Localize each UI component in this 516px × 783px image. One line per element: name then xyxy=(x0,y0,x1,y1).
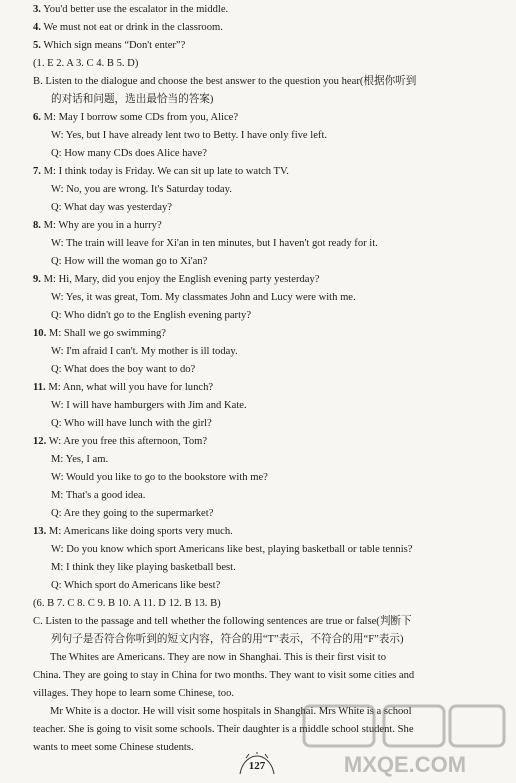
text-line: 5. Which sign means “Don't enter”? xyxy=(33,40,186,51)
dialogue-line: M: Yes, I am. xyxy=(51,454,109,465)
answer-key: (1. E 2. A 3. C 4. B 5. D) xyxy=(33,58,139,69)
watermark-logo xyxy=(300,700,510,780)
dialogue-line: Q: Who will have lunch with the girl? xyxy=(51,418,212,429)
section-heading-cont: 的对话和问题，选出最恰当的答案) xyxy=(51,94,214,105)
dialogue-line: Q: How many CDs does Alice have? xyxy=(51,148,207,159)
dialogue-line: Q: What does the boy want to do? xyxy=(51,364,196,375)
question-line: 12. W: Are you free this afternoon, Tom? xyxy=(33,436,208,447)
dialogue-line: M: I think they like playing basketball best. xyxy=(51,562,236,573)
question-line: 11. M: Ann, what will you have for lunch? xyxy=(33,382,214,393)
dialogue-line: W: Yes, but I have already lent two to Betty. I have only five left. xyxy=(51,130,328,141)
dialogue-line: Q: How will the woman go to Xi'an? xyxy=(51,256,208,267)
passage-line: China. They are going to stay in China for two months. They want to visit some cities and xyxy=(33,670,415,681)
section-heading: C. Listen to the passage and tell whether the following sentences are true or false(判断下 xyxy=(33,616,412,627)
dialogue-line: Q: What day was yesterday? xyxy=(51,202,173,213)
dialogue-line: Q: Which sport do Americans like best? xyxy=(51,580,221,591)
dialogue-line: W: Would you like to go to the bookstore with me? xyxy=(51,472,268,483)
passage-line: The Whites are Americans. They are now in Shanghai. This is their first visit to xyxy=(50,652,386,663)
text-line: 4. We must not eat or drink in the classroom. xyxy=(33,22,223,33)
passage-line: villages. They hope to learn some Chinese, too. xyxy=(33,688,235,699)
answer-key: (6. B 7. C 8. C 9. B 10. A 11. D 12. B 13. B) xyxy=(33,598,221,609)
question-line: 13. M: Americans like doing sports very much. xyxy=(33,526,233,537)
section-heading: B. Listen to the dialogue and choose the best answer to the question you hear(根据你听到 xyxy=(33,76,417,87)
text-line: 3. You'd better use the escalator in the middle. xyxy=(33,4,229,15)
dialogue-line: Q: Are they going to the supermarket? xyxy=(51,508,214,519)
question-line: 6. M: May I borrow some CDs from you, Alice? xyxy=(33,112,239,123)
question-line: 8. M: Why are you in a hurry? xyxy=(33,220,162,231)
section-heading-cont: 列句子是否符合你听到的短文内容，符合的用“T”表示，不符合的用“F”表示) xyxy=(51,634,404,645)
question-line: 10. M: Shall we go swimming? xyxy=(33,328,167,339)
dialogue-line: Q: Who didn't go to the English evening party? xyxy=(51,310,252,321)
dialogue-line: W: No, you are wrong. It's Saturday today. xyxy=(51,184,232,195)
dialogue-line: W: Do you know which sport Americans like best, playing basketball or table tennis? xyxy=(51,544,413,555)
dialogue-line: W: I'm afraid I can't. My mother is ill today. xyxy=(51,346,238,357)
page-number: 127 xyxy=(248,760,266,772)
question-line: 7. M: I think today is Friday. We can sit up late to watch TV. xyxy=(33,166,289,177)
question-line: 9. M: Hi, Mary, did you enjoy the English evening party yesterday? xyxy=(33,274,320,285)
passage-line: Mr White is a doctor. He will visit some hospitals in Shanghai. Mrs White is a school xyxy=(50,706,412,717)
dialogue-line: M: That's a good idea. xyxy=(51,490,146,501)
dialogue-line: W: The train will leave for Xi'an in ten minutes, but I haven't got ready for it. xyxy=(51,238,378,249)
svg-text:MXQE.COM: MXQE.COM xyxy=(343,752,467,777)
dialogue-line: W: Yes, it was great, Tom. My classmates John and Lucy were with me. xyxy=(51,292,356,303)
passage-line: wants to meet some Chinese students. xyxy=(33,742,194,753)
passage-line: teacher. She is going to visit some schools. Their daughter is a middle school student. She xyxy=(33,724,414,735)
dialogue-line: W: I will have hamburgers with Jim and Kate. xyxy=(51,400,247,411)
